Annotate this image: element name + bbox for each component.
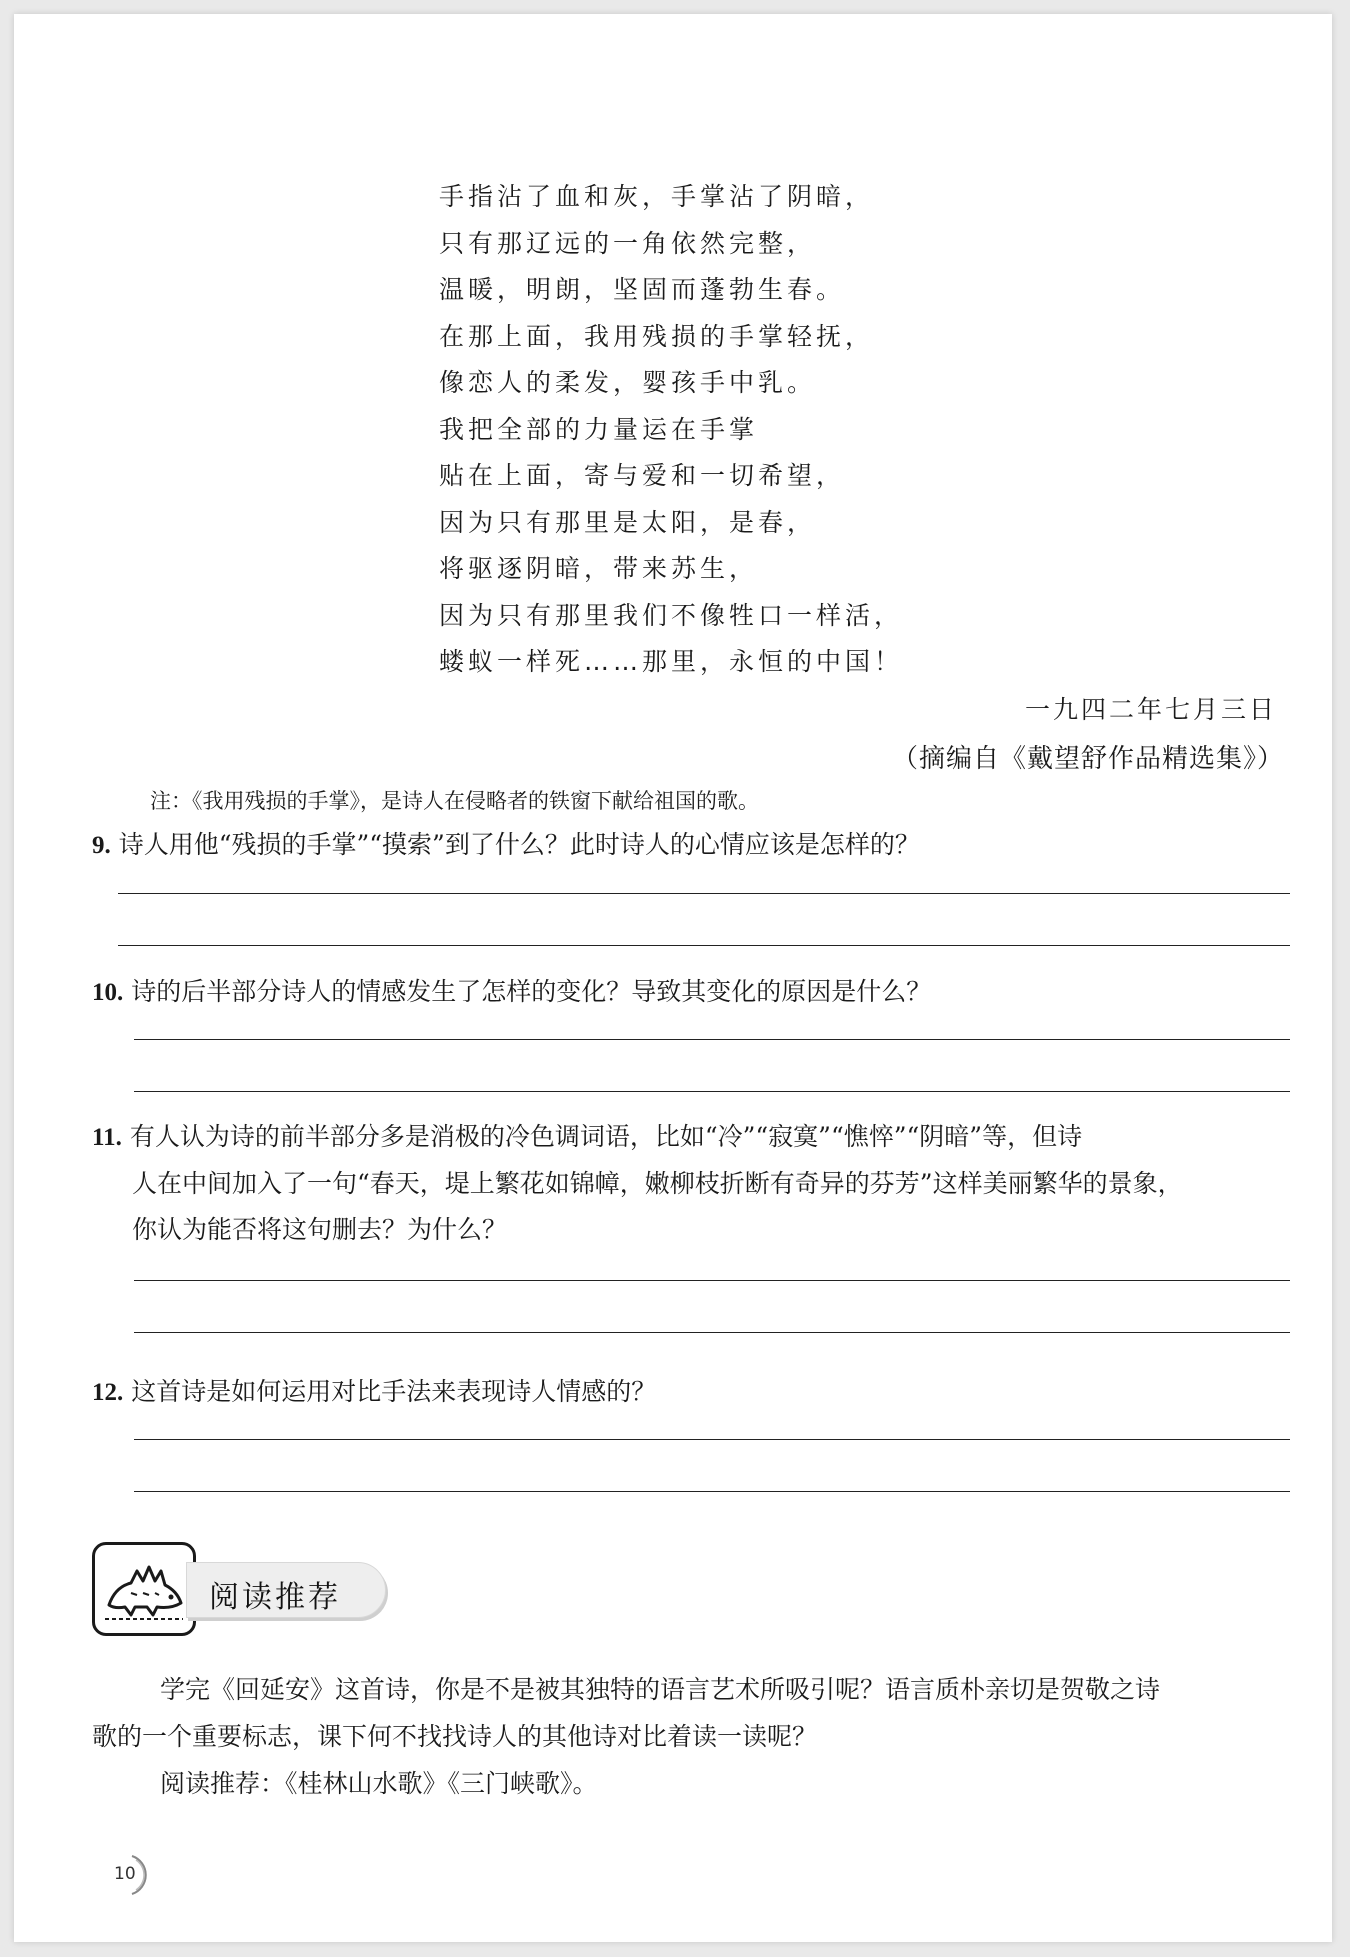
- poem-line: 在那上面，我用残损的手掌轻抚，: [439, 321, 875, 351]
- stegosaurus-icon: [92, 1542, 196, 1636]
- question-12: [92, 1369, 1292, 1416]
- question-9: [92, 822, 1292, 869]
- answer-line[interactable]: [134, 1280, 1290, 1281]
- poem-line: 贴在上面，寄与爱和一切希望，: [439, 461, 846, 490]
- question-text: 诗的后半部分诗人的情感发生了怎样的变化？导致其变化的原因是什么？: [131, 977, 932, 1006]
- paragraph-line: 学完《回延安》这首诗，你是不是被其独特的语言艺术所吸引呢？语言质朴亲切是贺敬之诗: [160, 1675, 1161, 1704]
- poem-excerpt: [439, 174, 903, 686]
- question-text: 你认为能否将这句删去？为什么？: [132, 1215, 508, 1244]
- section-title: 阅读推荐: [209, 1580, 341, 1615]
- recommend-paragraph: [92, 1666, 1312, 1807]
- question-text: 诗人用他“残损的手掌”“摸索”到了什么？此时诗人的心情应该是怎样的？: [118, 830, 920, 859]
- answer-line[interactable]: [118, 893, 1290, 894]
- question-text: 有人认为诗的前半部分多是消极的冷色调词语，比如“冷”“寂寞”“憔悴”“阴暗”等，但诗: [129, 1122, 1083, 1151]
- section-title-tab: [186, 1562, 386, 1618]
- poem-line: 因为只有那里我们不像牲口一样活，: [439, 600, 904, 630]
- answer-line[interactable]: [134, 1332, 1290, 1333]
- page-number: 10: [114, 1864, 136, 1884]
- question-number: 10.: [92, 979, 124, 1006]
- paragraph-line: 歌的一个重要标志，课下何不找找诗人的其他诗对比着读一读呢？: [92, 1722, 818, 1751]
- page-number-badge: [102, 1852, 148, 1898]
- answer-line[interactable]: [134, 1439, 1290, 1440]
- poem-line: 像恋人的柔发，婴孩手中乳。: [439, 368, 817, 397]
- answer-line[interactable]: [134, 1039, 1290, 1040]
- answer-line[interactable]: [118, 945, 1290, 946]
- poem-date: 一九四二年七月三日: [1024, 695, 1277, 724]
- poem-line: 将驱逐阴暗，带来苏生，: [439, 554, 759, 583]
- poem-line: 我把全部的力量运在手掌: [439, 414, 759, 444]
- answer-line[interactable]: [134, 1091, 1290, 1092]
- answer-line[interactable]: [134, 1491, 1290, 1492]
- question-11: [92, 1114, 1292, 1253]
- poem-line: 蝼蚁一样死……那里，永恒的中国！: [439, 647, 904, 676]
- question-text: 人在中间加入了一句“春天，堤上繁花如锦幛，嫩柳枝折断有奇异的芬芳”这样美丽繁华的景象，: [132, 1169, 1183, 1198]
- question-number: 12.: [92, 1379, 124, 1406]
- poem-line: 手指沾了血和灰，手掌沾了阴暗，: [439, 182, 875, 211]
- poem-line: 只有那辽远的一角依然完整，: [439, 228, 817, 258]
- footnote: 注：《我用残损的手掌》，是诗人在侵略者的铁窗下献给祖国的歌。: [150, 789, 759, 813]
- workbook-page: [14, 14, 1332, 1942]
- poem-source: （摘编自《戴望舒作品精选集》）: [891, 744, 1284, 774]
- question-text: 这首诗是如何运用对比手法来表现诗人情感的？: [131, 1377, 657, 1406]
- question-number: 11.: [92, 1124, 122, 1151]
- poem-line: 因为只有那里是太阳，是春，: [439, 507, 817, 537]
- paragraph-line: 阅读推荐：《桂林山水歌》《三门峡歌》。: [160, 1769, 598, 1798]
- question-number: 9.: [92, 832, 111, 859]
- question-10: [92, 969, 1292, 1016]
- poem-line: 温暖，明朗，坚固而蓬勃生春。: [439, 275, 846, 304]
